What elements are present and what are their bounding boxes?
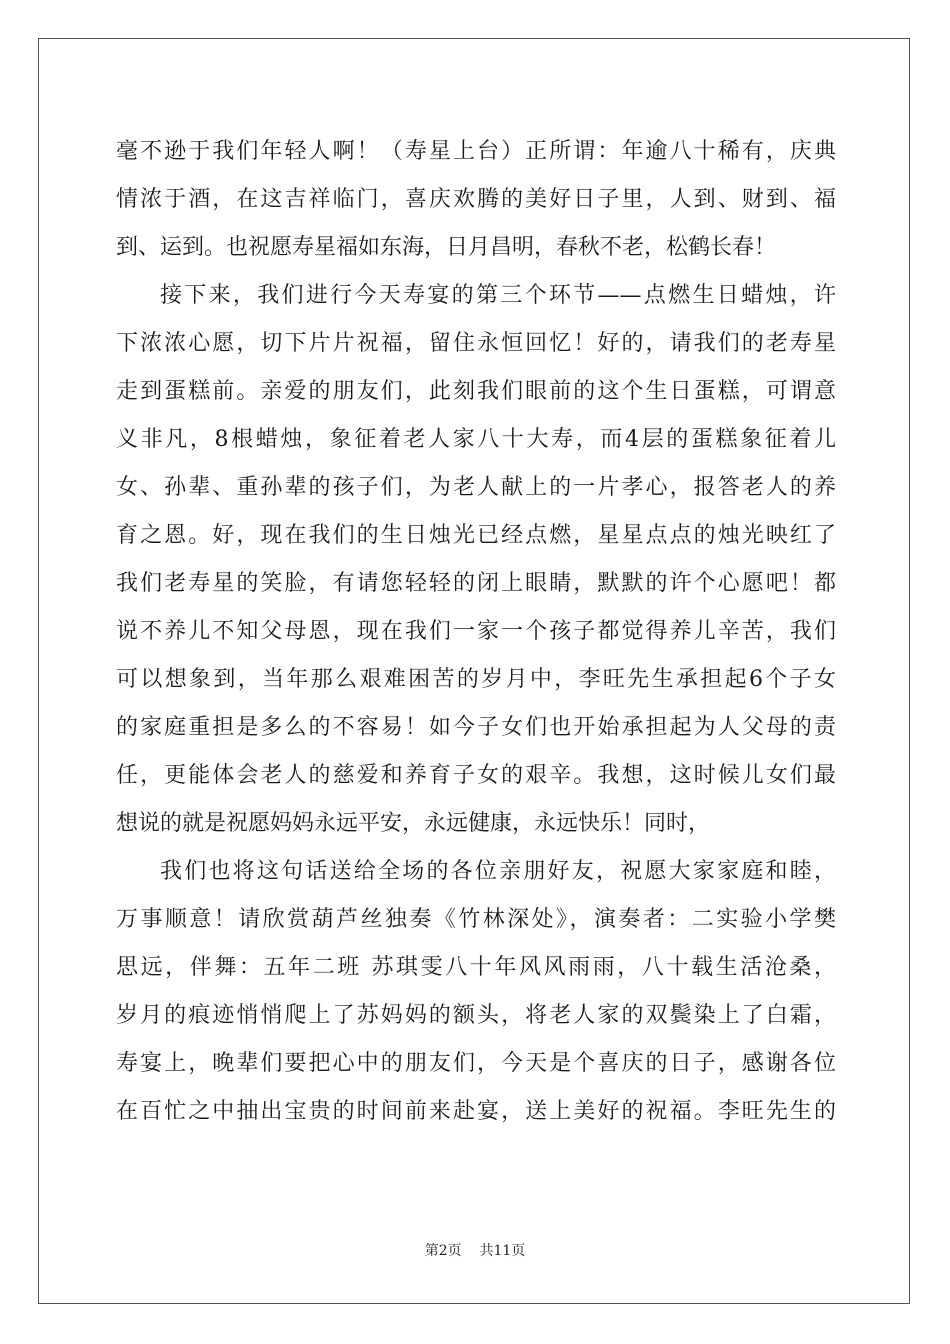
text-line: 到、运到。也祝愿寿星福如东海，日月昌明，春秋不老，松鹤长春！ [116,235,777,260]
body-text [116,128,836,1136]
text-line: 我们老寿星的笑脸，有请您轻轻的闭上眼睛，默默的许个心愿吧！都 [116,571,836,596]
text-line: 岁月的痕迹悄悄爬上了苏妈妈的额头，将老人家的双鬓染上了白霜， [116,1003,836,1028]
page-footer [0,1240,950,1260]
text-line: 育之恩。好，现在我们的生日烛光已经点燃，星星点点的烛光映红了 [116,523,836,548]
text-line: 我们也将这句话送给全场的各位亲朋好友，祝愿大家家庭和睦， [160,859,836,884]
text-line: 下浓浓心愿，切下片片祝福，留住永恒回忆！好的，请我们的老寿星 [116,331,836,356]
text-line: 想说的就是祝愿妈妈永远平安，永远健康，永远快乐！同时， [116,811,711,836]
text-line: 在百忙之中抽出宝贵的时间前来赴宴，送上美好的祝福。李旺先生的 [116,1099,836,1124]
text-line: 寿宴上，晚辈们要把心中的朋友们，今天是个喜庆的日子，感谢各位 [116,1051,836,1076]
text-line: 可以想象到，当年那么艰难困苦的岁月中，李旺先生承担起6个子女 [116,667,836,692]
text-line: 毫不逊于我们年轻人啊！（寿星上台）正所谓：年逾八十稀有，庆典 [116,139,836,164]
text-line: 思远，伴舞：五年二班 苏琪雯八十年风风雨雨，八十载生活沧桑， [116,955,836,980]
text-line: 任，更能体会老人的慈爱和养育子女的艰辛。我想，这时候儿女们最 [116,763,836,788]
text-line: 情浓于酒，在这吉祥临门，喜庆欢腾的美好日子里，人到、财到、福 [116,187,836,212]
text-line: 的家庭重担是多么的不容易！如今子女们也开始承担起为人父母的责 [116,715,836,740]
page-number: 第2页 [424,1243,462,1259]
text-line: 接下来，我们进行今天寿宴的第三个环节——点燃生日蜡烛，许 [160,283,836,308]
text-line: 女、孙辈、重孙辈的孩子们，为老人献上的一片孝心，报答老人的养 [116,475,836,500]
text-line: 说不养儿不知父母恩，现在我们一家一个孩子都觉得养儿辛苦，我们 [116,619,836,644]
text-line: 义非凡，8根蜡烛，象征着老人家八十大寿，而4层的蛋糕象征着儿 [116,427,836,452]
text-line: 走到蛋糕前。亲爱的朋友们，此刻我们眼前的这个生日蛋糕，可谓意 [116,379,836,404]
total-pages: 共11页 [479,1243,526,1259]
text-line: 万事顺意！请欣赏葫芦丝独奏《竹林深处》，演奏者：二实验小学樊 [116,907,836,932]
